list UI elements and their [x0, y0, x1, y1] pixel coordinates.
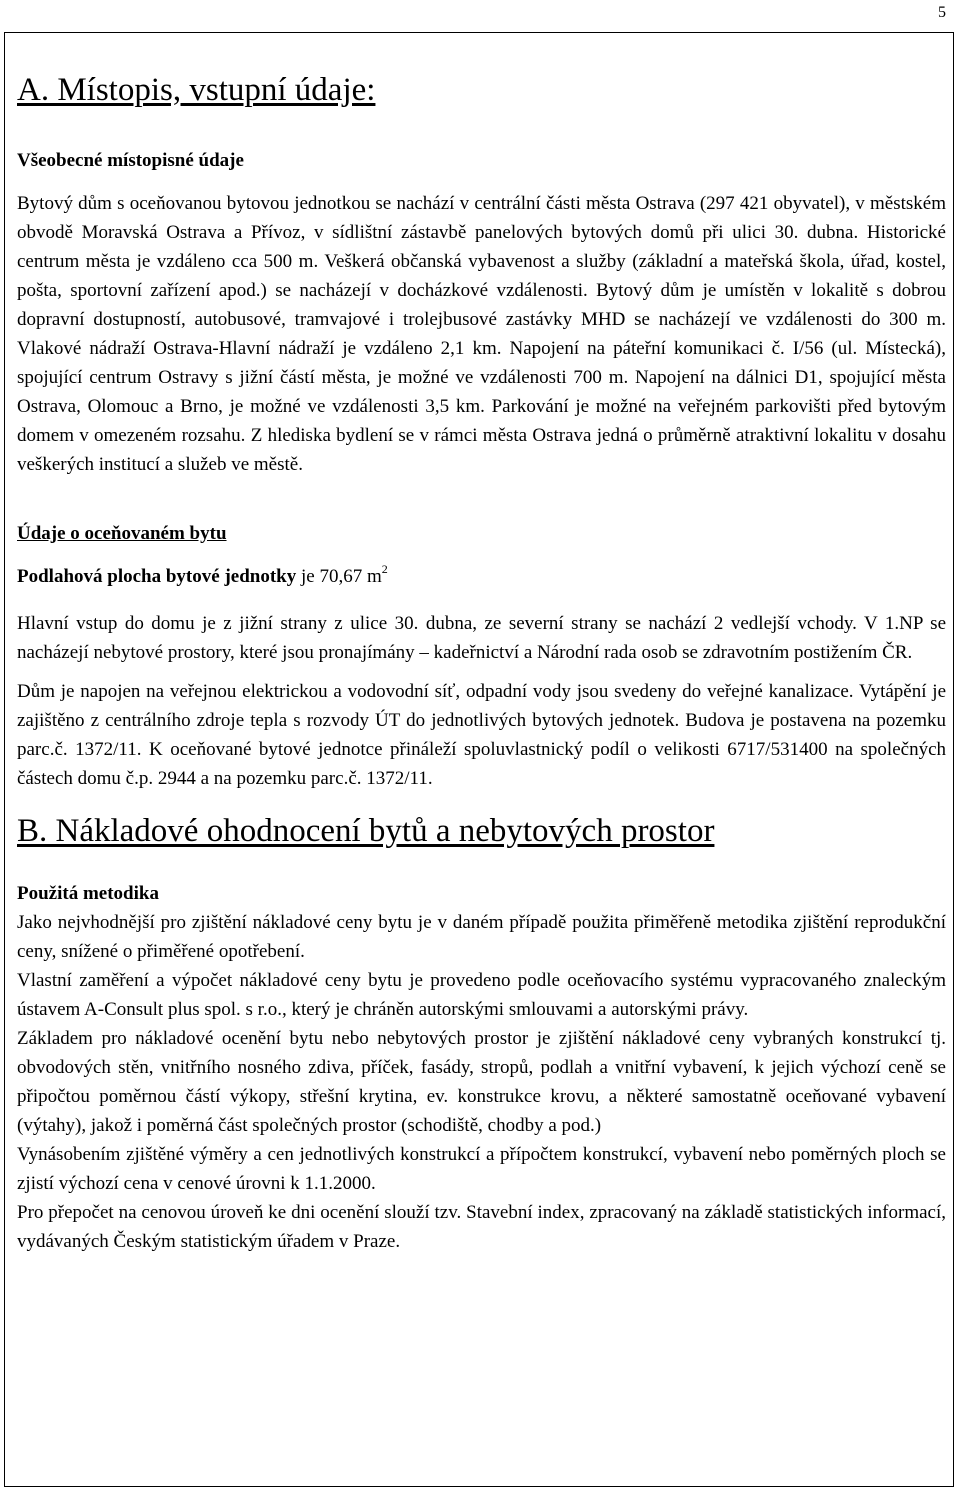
- general-info-heading: Všeobecné místopisné údaje: [17, 150, 244, 171]
- method-heading: Použitá metodika: [17, 883, 159, 904]
- document-body: [17, 70, 946, 1256]
- general-info-paragraph: Bytový dům s oceňovanou bytovou jednotkou se nachází v centrální části města Ostrava (297 421 obyvatel), v městském obvodě Moravská Ostrava a Přívoz, v sídlištní zástavbě panelových bytových domů při ulici 30. dubna. Historické centrum města je vzdáleno cca 500 m. Veškerá občanská vybavenost a služby (základní a mateřská škola, úřad, kostel, pošta, sportovní zařízení apod.) se nacházejí v docházkové vzdálenosti. Bytový dům je umístěn v lokalitě s dobrou dopravní dostupností, autobusové, tramvajové i trolejbusové zastávky MHD se nacházejí ve vzdálenosti do 300 m. Vlakové nádraží Ostrava-Hlavní nádraží je vzdáleno 2,1 km. Napojení na páteřní komunikaci č. I/56 (ul. Místecká), spojující centrum Ostravy s jižní částí města, je možné ve vzdálenosti 700 m. Napojení na dálnici D1, spojující města Ostrava, Olomouc a Brno, je možné ve vzdálenosti 3,5 km. Parkování je možné na veřejném parkovišti před bytovým domem v omezeném rozsahu. Z hlediska bydlení se v rámci města Ostrava jedná o průměrně atraktivní lokalitu v dosahu veškerých institucí a služeb ve městě.: [17, 193, 946, 475]
- entrance-paragraph: Hlavní vstup do domu je z jižní strany z ulice 30. dubna, ze severní strany se nachází 2 vedlejší vchody. V 1.NP se nacházejí nebytové prostory, které jsou pronajímány – kadeřnictví a Národní rada osob se zdravotním postižením ČR.: [17, 613, 946, 663]
- method-paragraph-5: Pro přepočet na cenovou úroveň ke dni ocenění slouží tzv. Stavební index, zpracovaný na základě statistických informací, vydávaných Českým statistickým úřadem v Praze.: [17, 1202, 946, 1252]
- floor-area-value: je 70,67 m: [296, 566, 382, 587]
- floor-area-label: Podlahová plocha bytové jednotky: [17, 566, 297, 587]
- flat-info-heading: Údaje o oceňovaném bytu: [17, 523, 227, 544]
- floor-area-line: [17, 562, 946, 591]
- section-a-title: A. Místopis, vstupní údaje:: [17, 72, 376, 108]
- page-number: 5: [938, 4, 946, 21]
- method-paragraph-4: Vynásobením zjištěné výměry a cen jednotlivých konstrukcí a přípočtem konstrukcí, vybavení nebo poměrných ploch se zjistí výchozí cena v cenové úrovni k 1.1.2000.: [17, 1144, 946, 1194]
- floor-area-unit-sup: 2: [381, 562, 388, 576]
- method-paragraph-2: Vlastní zaměření a výpočet nákladové ceny bytu je provedeno podle oceňovacího systému vypracovaného znaleckým ústavem A-Consult plus spol. s r.o., který je chráněn autorskými smlouvami a autorskými právy.: [17, 970, 946, 1020]
- method-paragraph-3: Základem pro nákladové ocenění bytu nebo nebytových prostor je zjištění nákladové ceny vybraných konstrukcí tj. obvodových stěn, vnitřního nosného zdiva, příček, fasády, stropů, podlah a vnitřní vybavení, k jejich výchozí ceně se připočtou poměrnou částí výkopy, střešní krytina, ev. konstrukce krovu, a některé samostatně oceňované vybavení (výtahy), jakož i poměrná část společných prostor (schodiště, chodby a pod.): [17, 1028, 946, 1136]
- utilities-paragraph: Dům je napojen na veřejnou elektrickou a vodovodní síť, odpadní vody jsou svedeny do veřejné kanalizace. Vytápění je zajištěno z centrálního zdroje tepla s rozvody ÚT do jednotlivých bytových jednotek. Budova je postavena na pozemku parc.č. 1372/11. K oceňované bytové jednotce přináleží spoluvlastnický podíl o velikosti 6717/531400 na společných částech domu č.p. 2944 a na pozemku parc.č. 1372/11.: [17, 681, 946, 789]
- section-b-title: B. Nákladové ohodnocení bytů a nebytových prostor: [17, 813, 715, 849]
- method-paragraph-1: Jako nejvhodnější pro zjištění nákladové ceny bytu je v daném případě použita přiměřeně metodika zjištění reprodukční ceny, snížené o přiměřené opotřebení.: [17, 912, 946, 962]
